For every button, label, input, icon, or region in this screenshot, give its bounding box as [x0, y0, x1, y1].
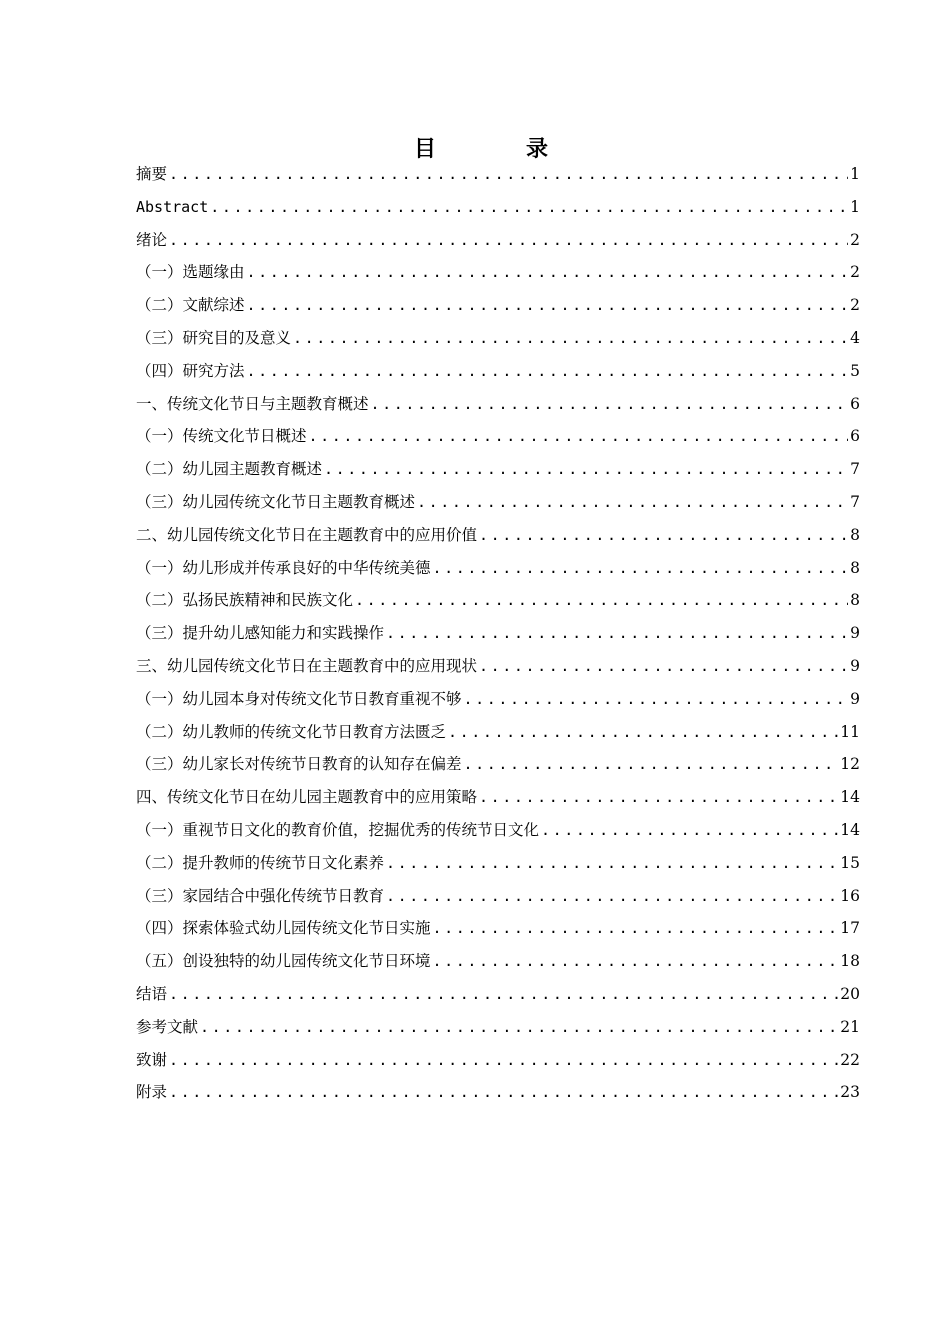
toc-entry-page-number: 5 — [850, 361, 860, 380]
toc-entry-label: （二）弘扬民族精神和民族文化 — [136, 591, 354, 610]
toc-entry-page-number: 2 — [850, 263, 860, 282]
toc-entry-page-number: 17 — [840, 919, 860, 938]
toc-entry-label: 绪论 — [136, 230, 168, 249]
toc-dot-leader — [433, 912, 839, 945]
toc-list — [136, 158, 860, 1109]
toc-entry-label: （一）幼儿园本身对传统文化节日教育重视不够 — [136, 689, 462, 708]
toc-dot-leader — [324, 453, 848, 486]
toc-entry[interactable] — [136, 814, 860, 847]
toc-entry-label: （二）提升教师的传统节日文化素养 — [136, 853, 385, 872]
toc-dot-leader — [464, 748, 839, 781]
toc-dot-leader — [247, 256, 849, 289]
toc-entry-label: 致谢 — [136, 1050, 168, 1069]
toc-entry-page-number: 6 — [850, 427, 860, 446]
toc-entry-label: （二）文献综述 — [136, 296, 245, 315]
toc-entry-page-number: 14 — [840, 820, 860, 839]
toc-entry[interactable] — [136, 388, 860, 421]
toc-dot-leader — [293, 322, 848, 355]
toc-dot-leader — [386, 880, 838, 913]
toc-entry-page-number: 4 — [850, 328, 860, 347]
toc-entry[interactable] — [136, 912, 860, 945]
toc-entry-label: （二）幼儿教师的传统文化节日教育方法匮乏 — [136, 722, 447, 741]
toc-entry-label: （一）传统文化节日概述 — [136, 427, 307, 446]
toc-dot-leader — [169, 224, 848, 257]
toc-title: 目 录 — [413, 137, 582, 162]
toc-entry-page-number: 7 — [850, 460, 860, 479]
toc-entry-label: （四）探索体验式幼儿园传统文化节日实施 — [136, 919, 431, 938]
toc-entry-label: （一）重视节日文化的教育价值，挖掘优秀的传统节日文化 — [136, 820, 540, 839]
toc-entry-label: 一、传统文化节日与主题教育概述 — [136, 394, 369, 413]
toc-entry-label: （一）选题缘由 — [136, 263, 245, 282]
toc-entry[interactable] — [136, 650, 860, 683]
toc-dot-leader — [417, 486, 848, 519]
toc-entry-page-number: 9 — [850, 656, 860, 675]
toc-entry[interactable] — [136, 355, 860, 388]
toc-entry-page-number: 22 — [840, 1050, 860, 1069]
toc-entry-label: 结语 — [136, 984, 168, 1003]
toc-dot-leader — [355, 584, 848, 617]
toc-entry-page-number: 2 — [850, 230, 860, 249]
toc-entry-label: （二）幼儿园主题教育概述 — [136, 460, 323, 479]
toc-entry[interactable] — [136, 781, 860, 814]
toc-entry-label: 摘要 — [136, 165, 168, 183]
toc-entry-label: （一）幼儿形成并传承良好的中华传统美德 — [136, 558, 431, 577]
toc-entry-label: Abstract — [136, 197, 209, 216]
toc-entry[interactable] — [136, 978, 860, 1011]
toc-entry[interactable] — [136, 1044, 860, 1077]
toc-entry-label: 附录 — [136, 1083, 168, 1102]
toc-entry[interactable] — [136, 453, 860, 486]
toc-entry[interactable] — [136, 486, 860, 519]
toc-entry-page-number: 7 — [850, 492, 860, 511]
toc-entry-page-number: 20 — [840, 984, 860, 1003]
toc-entry[interactable] — [136, 716, 860, 749]
toc-dot-leader — [169, 158, 848, 191]
toc-dot-leader — [479, 650, 848, 683]
toc-entry[interactable] — [136, 584, 860, 617]
toc-entry[interactable] — [136, 256, 860, 289]
toc-entry[interactable] — [136, 1076, 860, 1109]
toc-entry-page-number: 8 — [850, 591, 860, 610]
toc-entry-page-number: 21 — [840, 1017, 860, 1036]
toc-entry-label: （五）创设独特的幼儿园传统文化节日环境 — [136, 952, 431, 971]
toc-entry[interactable] — [136, 191, 860, 224]
toc-entry-page-number: 16 — [840, 886, 860, 905]
toc-dot-leader — [371, 388, 849, 421]
toc-entry-page-number: 6 — [850, 394, 860, 413]
toc-dot-leader — [309, 420, 849, 453]
toc-entry-page-number: 15 — [840, 853, 860, 872]
toc-entry[interactable] — [136, 289, 860, 322]
toc-dot-leader — [541, 814, 838, 847]
toc-entry[interactable] — [136, 880, 860, 913]
toc-entry-page-number: 8 — [850, 558, 860, 577]
toc-entry-label: 二、幼儿园传统文化节日在主题教育中的应用价值 — [136, 525, 478, 544]
toc-entry-page-number: 11 — [840, 722, 860, 741]
toc-dot-leader — [433, 945, 839, 978]
toc-entry[interactable] — [136, 322, 860, 355]
toc-dot-leader — [479, 519, 848, 552]
toc-entry[interactable] — [136, 224, 860, 257]
toc-dot-leader — [464, 683, 849, 716]
toc-entry-page-number: 2 — [850, 296, 860, 315]
toc-dot-leader — [247, 355, 849, 388]
toc-entry[interactable] — [136, 617, 860, 650]
toc-entry-label: （三）幼儿园传统文化节日主题教育概述 — [136, 492, 416, 511]
toc-entry-label: 参考文献 — [136, 1017, 199, 1036]
toc-entry[interactable] — [136, 1011, 860, 1044]
toc-dot-leader — [200, 1011, 838, 1044]
toc-dot-leader — [433, 552, 849, 585]
toc-dot-leader — [210, 191, 848, 224]
toc-dot-leader — [448, 716, 838, 749]
toc-entry[interactable] — [136, 748, 860, 781]
toc-entry-label: 四、传统文化节日在幼儿园主题教育中的应用策略 — [136, 788, 478, 807]
toc-entry-page-number: 9 — [850, 624, 860, 643]
toc-entry[interactable] — [136, 420, 860, 453]
toc-entry-label: （三）研究目的及意义 — [136, 328, 292, 347]
toc-dot-leader — [169, 978, 838, 1011]
toc-entry-page-number: 9 — [850, 689, 860, 708]
toc-entry-page-number: 12 — [840, 755, 860, 774]
toc-dot-leader — [386, 617, 848, 650]
toc-entry-page-number: 18 — [840, 952, 860, 971]
toc-entry[interactable] — [136, 519, 860, 552]
toc-entry-label: （三）家园结合中强化传统节日教育 — [136, 886, 385, 905]
toc-entry[interactable] — [136, 847, 860, 880]
toc-dot-leader — [169, 1044, 838, 1077]
toc-entry-label: （三）提升幼儿感知能力和实践操作 — [136, 624, 385, 643]
toc-entry-page-number: 1 — [850, 197, 860, 216]
toc-entry-page-number: 1 — [850, 165, 860, 183]
toc-entry-label: （三）幼儿家长对传统节日教育的认知存在偏差 — [136, 755, 462, 774]
toc-entry-page-number: 8 — [850, 525, 860, 544]
toc-entry-label: 三、幼儿园传统文化节日在主题教育中的应用现状 — [136, 656, 478, 675]
toc-entry-page-number: 23 — [840, 1083, 860, 1102]
toc-entry[interactable] — [136, 552, 860, 585]
toc-dot-leader — [386, 847, 838, 880]
toc-dot-leader — [247, 289, 849, 322]
toc-dot-leader — [169, 1076, 838, 1109]
toc-entry-page-number: 14 — [840, 788, 860, 807]
toc-entry[interactable] — [136, 945, 860, 978]
toc-dot-leader — [479, 781, 838, 814]
toc-entry-label: （四）研究方法 — [136, 361, 245, 380]
toc-entry[interactable] — [136, 158, 860, 191]
toc-entry[interactable] — [136, 683, 860, 716]
